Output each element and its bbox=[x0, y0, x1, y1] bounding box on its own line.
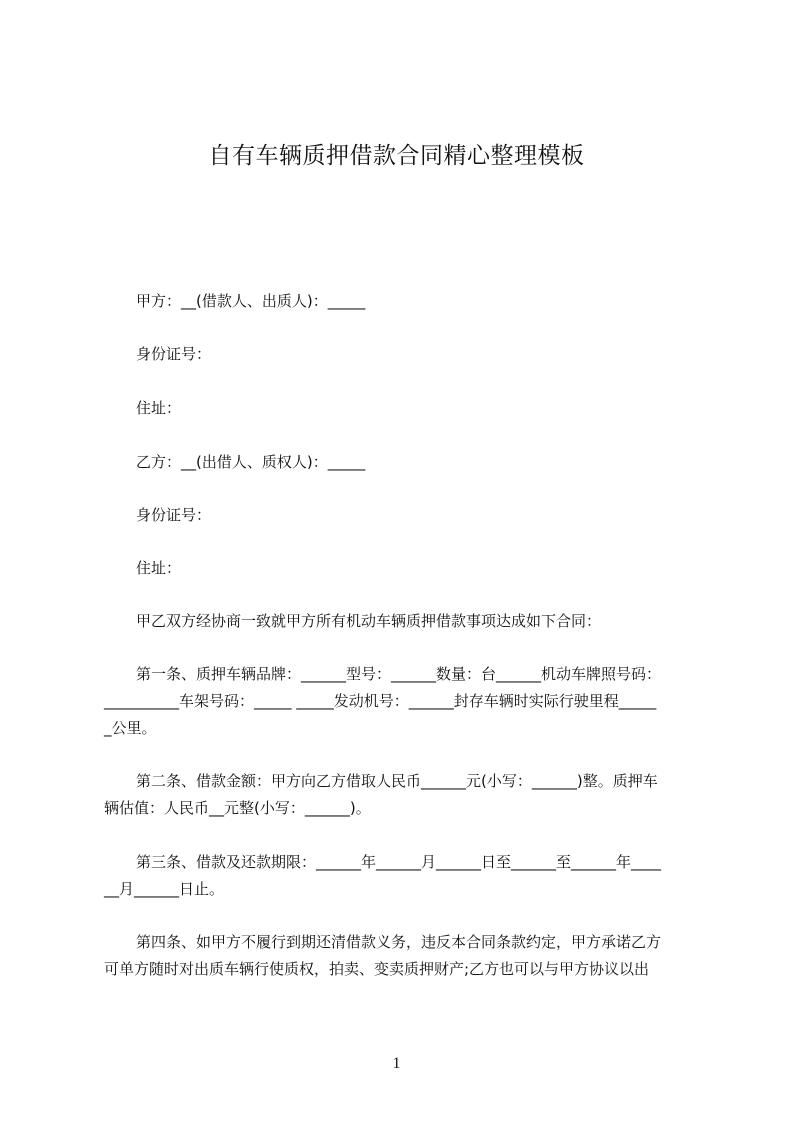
party-b-line: 乙方：__(出借人、质权人)：_____ bbox=[136, 453, 366, 471]
article-3-paragraph bbox=[104, 849, 702, 903]
party-a-address-label: 住址： bbox=[136, 399, 182, 417]
article-1-line-2: __________车架号码：_____ _____发动机号：______封存车辆时实际行驶里程_____ bbox=[104, 692, 657, 710]
article-4-line-2: 可单方随时对出质车辆行使质权，拍卖、变卖质押财产;乙方也可以与甲方协议以出 bbox=[104, 960, 650, 978]
article-4-line-1: 第四条、如甲方不履行到期还清借款义务，违反本合同条款约定，甲方承诺乙方 bbox=[136, 933, 662, 951]
party-a-id-label: 身份证号： bbox=[136, 345, 212, 363]
document-title: 自有车辆质押借款合同精心整理模板 bbox=[208, 143, 585, 169]
party-b-address-label: 住址： bbox=[136, 559, 182, 577]
article-2-line-1: 第二条、借款金额：甲方向乙方借取人民币______元(小写：______)整。质押车 bbox=[136, 772, 658, 790]
party-a-line: 甲方：__(借款人、出质人)：_____ bbox=[136, 292, 366, 310]
article-1-line-1: 第一条、质押车辆品牌：______型号：______数量：台______机动车牌照号码： bbox=[136, 665, 662, 683]
article-1-line-3: _公里。 bbox=[104, 719, 157, 737]
article-3-line-1: 第三条、借款及还款期限：______年______月______日至______至______年____ bbox=[136, 853, 662, 871]
article-3-line-2: __月______日止。 bbox=[104, 880, 225, 898]
article-4-paragraph bbox=[104, 929, 702, 983]
article-2-line-2: 辆估值：人民币__元整(小写：______)。 bbox=[104, 799, 371, 817]
intro-paragraph: 甲乙双方经协商一致就甲方所有机动车辆质押借款事项达成如下合同： bbox=[136, 612, 602, 630]
article-1-paragraph bbox=[104, 661, 702, 742]
party-b-id-label: 身份证号： bbox=[136, 506, 212, 524]
page-number: 1 bbox=[392, 1055, 401, 1072]
article-2-paragraph bbox=[104, 768, 702, 822]
